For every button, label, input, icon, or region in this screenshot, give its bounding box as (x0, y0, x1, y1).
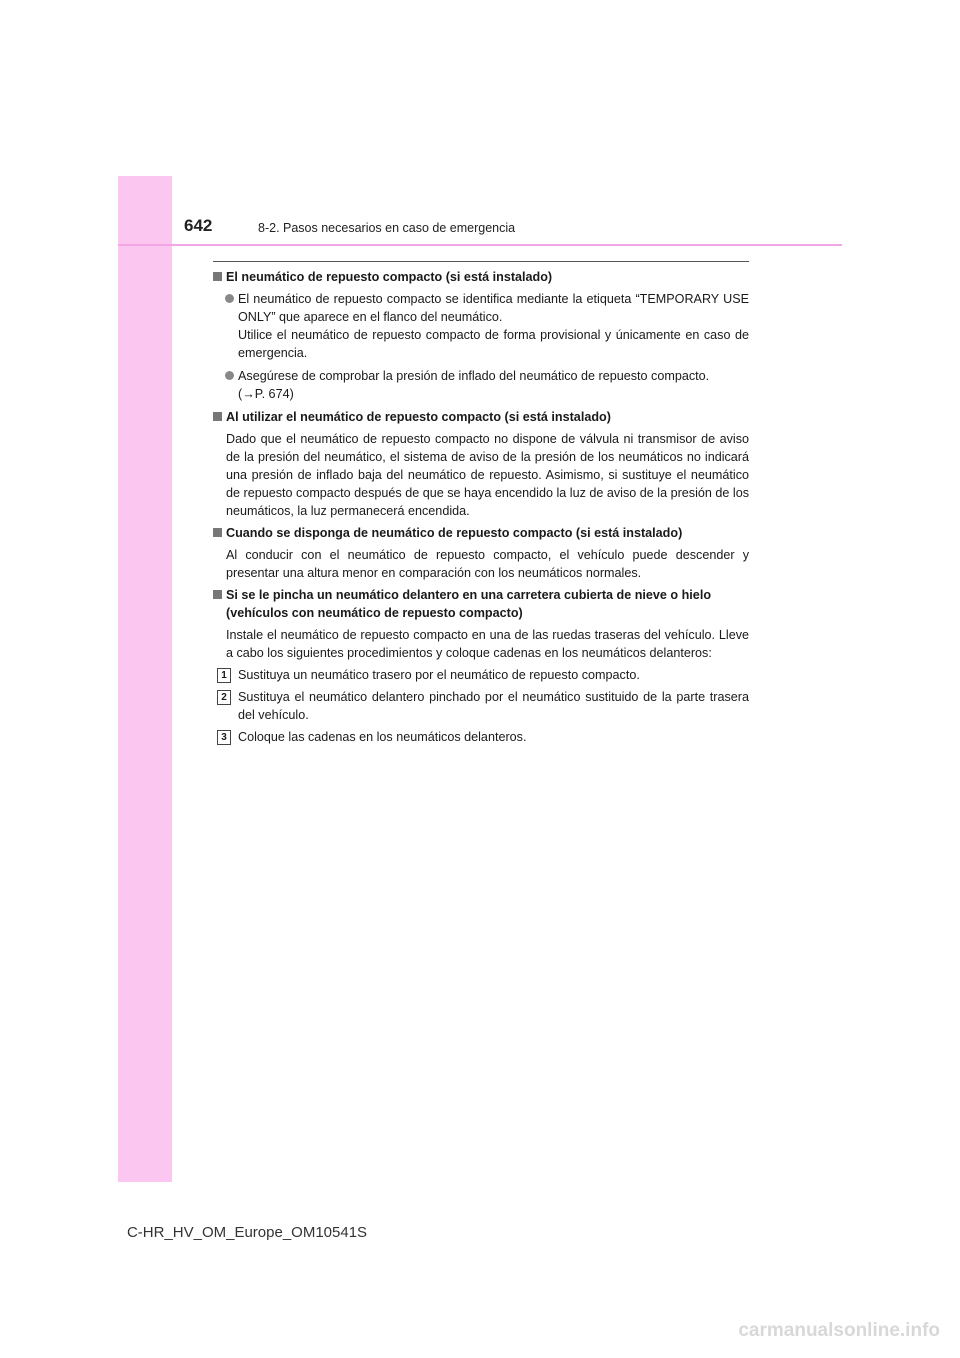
paragraph: Al conducir con el neumático de repuesto compacto, el vehículo puede descender y presentar una altura menor en comparación con los neumáticos normales. (226, 548, 749, 580)
square-bullet-icon (213, 528, 222, 537)
bullet-item: Asegúrese de comprobar la presión de inflado del neumático de repuesto compacto. (→P. 674) (213, 367, 749, 403)
page-number: 642 (184, 216, 213, 235)
section-heading: Al utilizar el neumático de repuesto compacto (si está instalado) (213, 408, 749, 426)
paragraph: Instale el neumático de repuesto compacto en una de las ruedas traseras del vehículo. Lleve a cabo los siguientes procedimientos y coloque cadenas en los neumáticos delanteros: (226, 628, 749, 660)
step-item: 1 Sustituya un neumático trasero por el neumático de repuesto compacto. (213, 666, 749, 684)
step-number: 1 (217, 668, 231, 683)
watermark: carmanualsonline.info (738, 1320, 940, 1341)
step-number: 2 (217, 690, 231, 705)
content-top-rule (213, 261, 749, 262)
square-bullet-icon (213, 590, 222, 599)
step-item: 2 Sustituya el neumático delantero pinchado por el neumático sustituido de la parte trasera del vehículo. (213, 688, 749, 724)
bullet-item: El neumático de repuesto compacto se identifica mediante la etiqueta “TEMPORARY USE ONLY” que aparece en el flanco del neumático. Utilice el neumático de repuesto compacto de forma provisional y únicamente en caso de emergencia. (213, 290, 749, 362)
step-item: 3 Coloque las cadenas en los neumáticos delanteros. (213, 728, 749, 746)
square-bullet-icon (213, 272, 222, 281)
page-reference: (→P. 674) (238, 387, 294, 401)
circle-bullet-icon (225, 294, 234, 303)
header-rule (118, 244, 842, 246)
side-tab-bar (118, 176, 172, 1182)
footer-code: C-HR_HV_OM_Europe_OM10541S (126, 1224, 368, 1241)
square-bullet-icon (213, 412, 222, 421)
section-heading: El neumático de repuesto compacto (si está instalado) (213, 268, 749, 286)
section-title: 8-2. Pasos necesarios en caso de emergencia (258, 221, 516, 235)
paragraph: Dado que el neumático de repuesto compacto no dispone de válvula ni transmisor de aviso de la presión del neumático, el sistema de aviso de la presión de los neumáticos no indicará una presión de inflado baja del neumático de repuesto. Asimismo, si sustituye el neumático de repuesto compacto después de que se haya encendido la luz de aviso de la presión de los neumáticos, la luz permanecerá encendida. (226, 432, 749, 518)
circle-bullet-icon (225, 371, 234, 380)
page-content (213, 268, 749, 750)
step-number: 3 (217, 730, 231, 745)
section-heading: Cuando se disponga de neumático de repuesto compacto (si está instalado) (213, 524, 749, 542)
section-heading: Si se le pincha un neumático delantero en una carretera cubierta de nieve o hielo (vehículos con neumático de repuesto compacto) (213, 586, 749, 622)
